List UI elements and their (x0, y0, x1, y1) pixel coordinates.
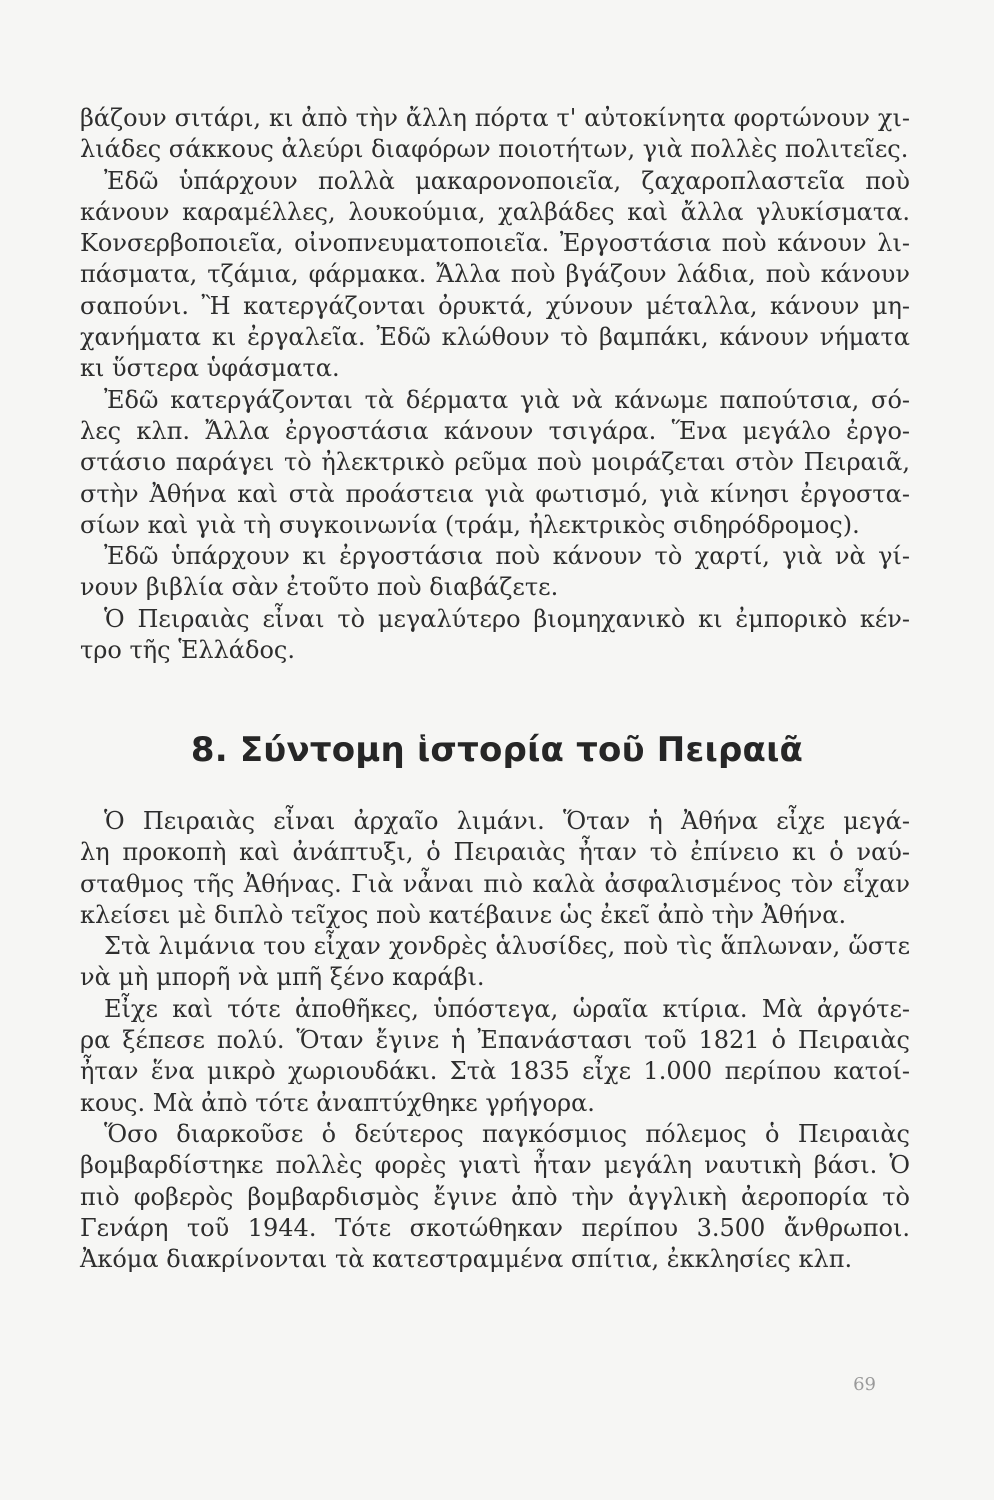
paragraph (80, 103, 910, 166)
text-line: Ὁ Πειραιὰς εἶναι τὸ μεγαλύτερο βιομηχανικὸ κι ἐμπορικὸ κέν- (104, 604, 910, 633)
text-line: Κονσερβοποιεῖα, οἰνοπνευματοποιεῖα. Ἐργοστάσια ποὺ κάνουν λι- (80, 229, 910, 258)
paragraph (80, 166, 910, 385)
text-line: κάνουν καραμέλλες, λουκούμια, χαλβάδες καὶ ἄλλα γλυκίσματα. (80, 197, 910, 226)
text-line: Γενάρη τοῦ 1944. Τότε σκοτώθηκαν περίπου 3.500 ἄνθρωποι. (80, 1213, 910, 1242)
text-line: λη προκοπὴ καὶ ἀνάπτυξι, ὁ Πειραιὰς ἦταν τὸ ἐπίνειο κι ὁ ναύ- (80, 838, 910, 867)
text-line: λιάδες σάκκους ἀλεύρι διαφόρων ποιοτήτων, γιὰ πολλὲς πολιτεῖες. (80, 135, 909, 164)
text-line: Ὅσο διαρκοῦσε ὁ δεύτερος παγκόσμιος πόλεμος ὁ Πειραιὰς (104, 1119, 910, 1148)
text-line: κους. Μὰ ἀπὸ τότε ἀναπτύχθηκε γρήγορα. (80, 1088, 595, 1117)
page-number: 69 (853, 1374, 876, 1395)
paragraph (80, 541, 910, 604)
text-line: ἦταν ἕνα μικρὸ χωριουδάκι. Στὰ 1835 εἶχε 1.000 περίπου κατοί- (80, 1057, 910, 1086)
text-line: Εἶχε καὶ τότε ἀποθῆκες, ὑπόστεγα, ὡραῖα κτίρια. Μὰ ἀργότε- (104, 994, 910, 1023)
text-line: Ἐδῶ κατεργάζονται τὰ δέρματα γιὰ νὰ κάνωμε παπούτσια, σό- (104, 385, 910, 414)
text-line: σαπούνι. Ἢ κατεργάζονται ὀρυκτά, χύνουν μέταλλα, κάνουν μη- (80, 291, 910, 320)
top-text-block (80, 103, 910, 666)
text-line: λες κλπ. Ἄλλα ἐργοστάσια κάνουν τσιγάρα. Ἕνα μεγάλο ἐργο- (80, 416, 910, 445)
text-line: κι ὕστερα ὑφάσματα. (80, 354, 340, 383)
text-line: τρο τῆς Ἑλλάδος. (80, 636, 295, 665)
bottom-text-block (80, 806, 910, 1275)
text-line: νὰ μὴ μπορῆ νὰ μπῆ ξένο καράβι. (80, 963, 485, 992)
text-line: νουν βιβλία σὰν ἐτοῦτο ποὺ διαβάζετε. (80, 573, 559, 602)
text-line: Ἐδῶ ὑπάρχουν πολλὰ μακαρονοποιεῖα, ζαχαροπλαστεῖα ποὺ (104, 166, 910, 195)
text-line: βομβαρδίστηκε πολλὲς φορὲς γιατὶ ἦταν μεγάλη ναυτικὴ βάσι. Ὁ (80, 1151, 910, 1180)
text-line: βάζουν σιτάρι, κι ἀπὸ τὴν ἄλλη πόρτα τ' αὐτοκίνητα φορτώνουν χι- (80, 104, 910, 132)
text-line: σίων καὶ γιὰ τὴ συγκοινωνία (τράμ, ἠλεκτρικὸς σιδηρόδρομος). (80, 510, 860, 539)
text-line: στάσιο παράγει τὸ ἠλεκτρικὸ ρεῦμα ποὺ μοιράζεται στὸν Πειραιᾶ, (80, 448, 910, 477)
text-line: Ἀκόμα διακρίνονται τὰ κατεστραμμένα σπίτια, ἐκκλησίες κλπ. (80, 1245, 853, 1274)
text-line: Ὁ Πειραιὰς εἶναι ἀρχαῖο λιμάνι. Ὅταν ἡ Ἀθήνα εἶχε μεγά- (104, 807, 910, 835)
paragraph (80, 931, 910, 994)
text-line: σταθμος τῆς Ἀθήνας. Γιὰ νἆναι πιὸ καλὰ ἀσφαλισμένος τὸν εἶχαν (80, 869, 910, 898)
paragraph (80, 385, 910, 541)
paragraph (80, 604, 910, 667)
text-line: Στὰ λιμάνια του εἶχαν χονδρὲς ἁλυσίδες, ποὺ τὶς ἅπλωναν, ὥστε (104, 932, 910, 961)
text-line: χανήματα κι ἐργαλεῖα. Ἐδῶ κλώθουν τὸ βαμπάκι, κάνουν νήματα (80, 323, 910, 352)
text-line: πιὸ φοβερὸς βομβαρδισμὸς ἔγινε ἀπὸ τὴν ἀγγλικὴ ἀεροπορία τὸ (80, 1182, 910, 1211)
text-line: Ἐδῶ ὑπάρχουν κι ἐργοστάσια ποὺ κάνουν τὸ χαρτί, γιὰ νὰ γί- (104, 542, 910, 571)
text-line: πάσματα, τζάμια, φάρμακα. Ἄλλα ποὺ βγάζουν λάδια, ποὺ κάνουν (80, 260, 910, 289)
text-line: στὴν Ἀθήνα καὶ στὰ προάστεια γιὰ φωτισμό, γιὰ κίνησι ἐργοστα- (80, 479, 910, 508)
text-line: ρα ξέπεσε πολύ. Ὅταν ἔγινε ἡ Ἐπανάστασι τοῦ 1821 ὁ Πειραιὰς (80, 1026, 910, 1055)
paragraph (80, 1119, 910, 1275)
section-heading: 8. Σύντομη ἱστορία τοῦ Πειραιᾶ (190, 730, 804, 770)
paragraph (80, 994, 910, 1119)
paragraph (80, 806, 910, 931)
text-line: κλείσει μὲ διπλὸ τεῖχος ποὺ κατέβαινε ὡς ἐκεῖ ἀπὸ τὴν Ἀθήνα. (80, 900, 847, 929)
